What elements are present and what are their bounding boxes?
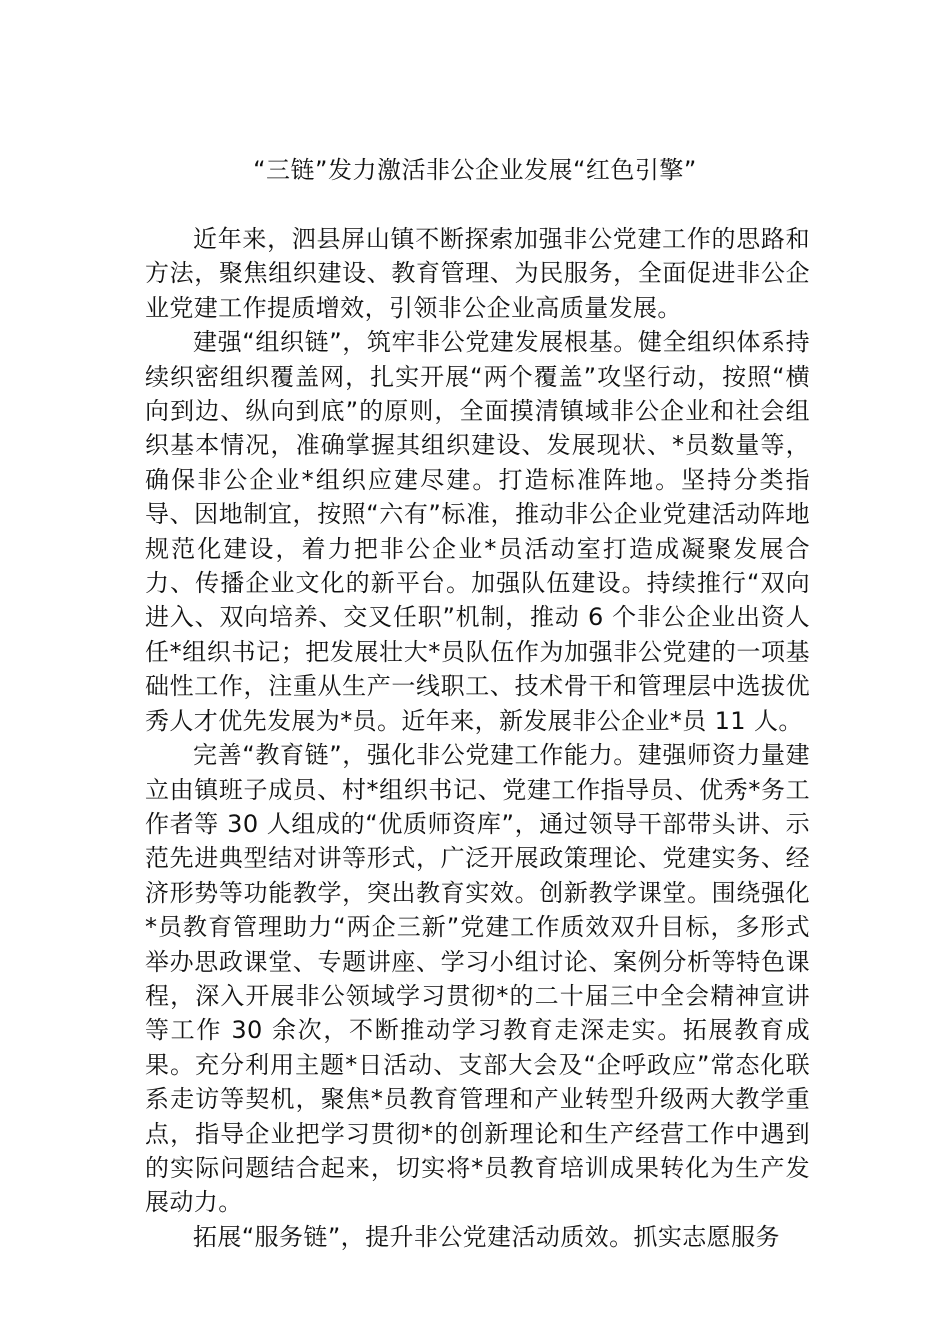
document-title: “三链”发力激活非公企业发展“红色引擎”	[253, 156, 697, 184]
paragraph-organization-chain: 建强“组织链”，筑牢非公党建发展根基。健全组织体系持续织密组织覆盖网，扎实开展“两个覆盖”攻坚行动，按照“横向到边、纵向到底”的原则，全面摸清镇域非公企业和社会组织基本情况，准确掌握其组织建设、发展现状、*员数量等，确保非公企业*组织应建尽建。打造标准阵地。坚持分类指导、因地制宜，按照“六有”标准，推动非公企业党建活动阵地规范化建设，着力把非公企业*员活动室打造成凝聚发展合力、传播企业文化的新平台。加强队伍建设。持续推行“双向进入、双向培养、交叉任职”机制，推动 6 个非公企业出资人任*组织书记；把发展壮大*员队伍作为加强非公党建的一项基础性工作，注重从生产一线职工、技术骨干和管理层中选拔优秀人才优先发展为*员。近年来，新发展非公企业*员 11 人。	[145, 328, 810, 735]
paragraph-service-chain: 拓展“服务链”，提升非公党建活动质效。抓实志愿服务	[193, 1222, 780, 1251]
paragraph-intro: 近年来，泗县屏山镇不断探索加强非公党建工作的思路和方法，聚焦组织建设、教育管理、为民服务，全面促进非公企业党建工作提质增效，引领非公企业高质量发展。	[145, 225, 810, 322]
paragraph-education-chain: 完善“教育链”，强化非公党建工作能力。建强师资力量建立由镇班子成员、村*组织书记、党建工作指导员、优秀*务工作者等 30 人组成的“优质师资库”，通过领导干部带头讲、示范先进典型结对讲等形式，广泛开展政策理论、党建实务、经济形势等功能教学，突出教育实效。创新教学课堂。围绕强化*员教育管理助力“两企三新”党建工作质效双升目标，多形式举办思政课堂、专题讲座、学习小组讨论、案例分析等特色课程，深入开展非公领域学习贯彻*的二十届三中全会精神宣讲等工作 30 余次，不断推动学习教育走深走实。拓展教育成果。充分利用主题*日活动、支部大会及“企呼政应”常态化联系走访等契机，聚焦*员教育管理和产业转型升级两大教学重点，指导企业把学习贯彻*的创新理论和生产经营工作中遇到的实际问题结合起来，切实将*员教育培训成果转化为生产发展动力。	[145, 741, 810, 1217]
document-body	[145, 222, 810, 1254]
